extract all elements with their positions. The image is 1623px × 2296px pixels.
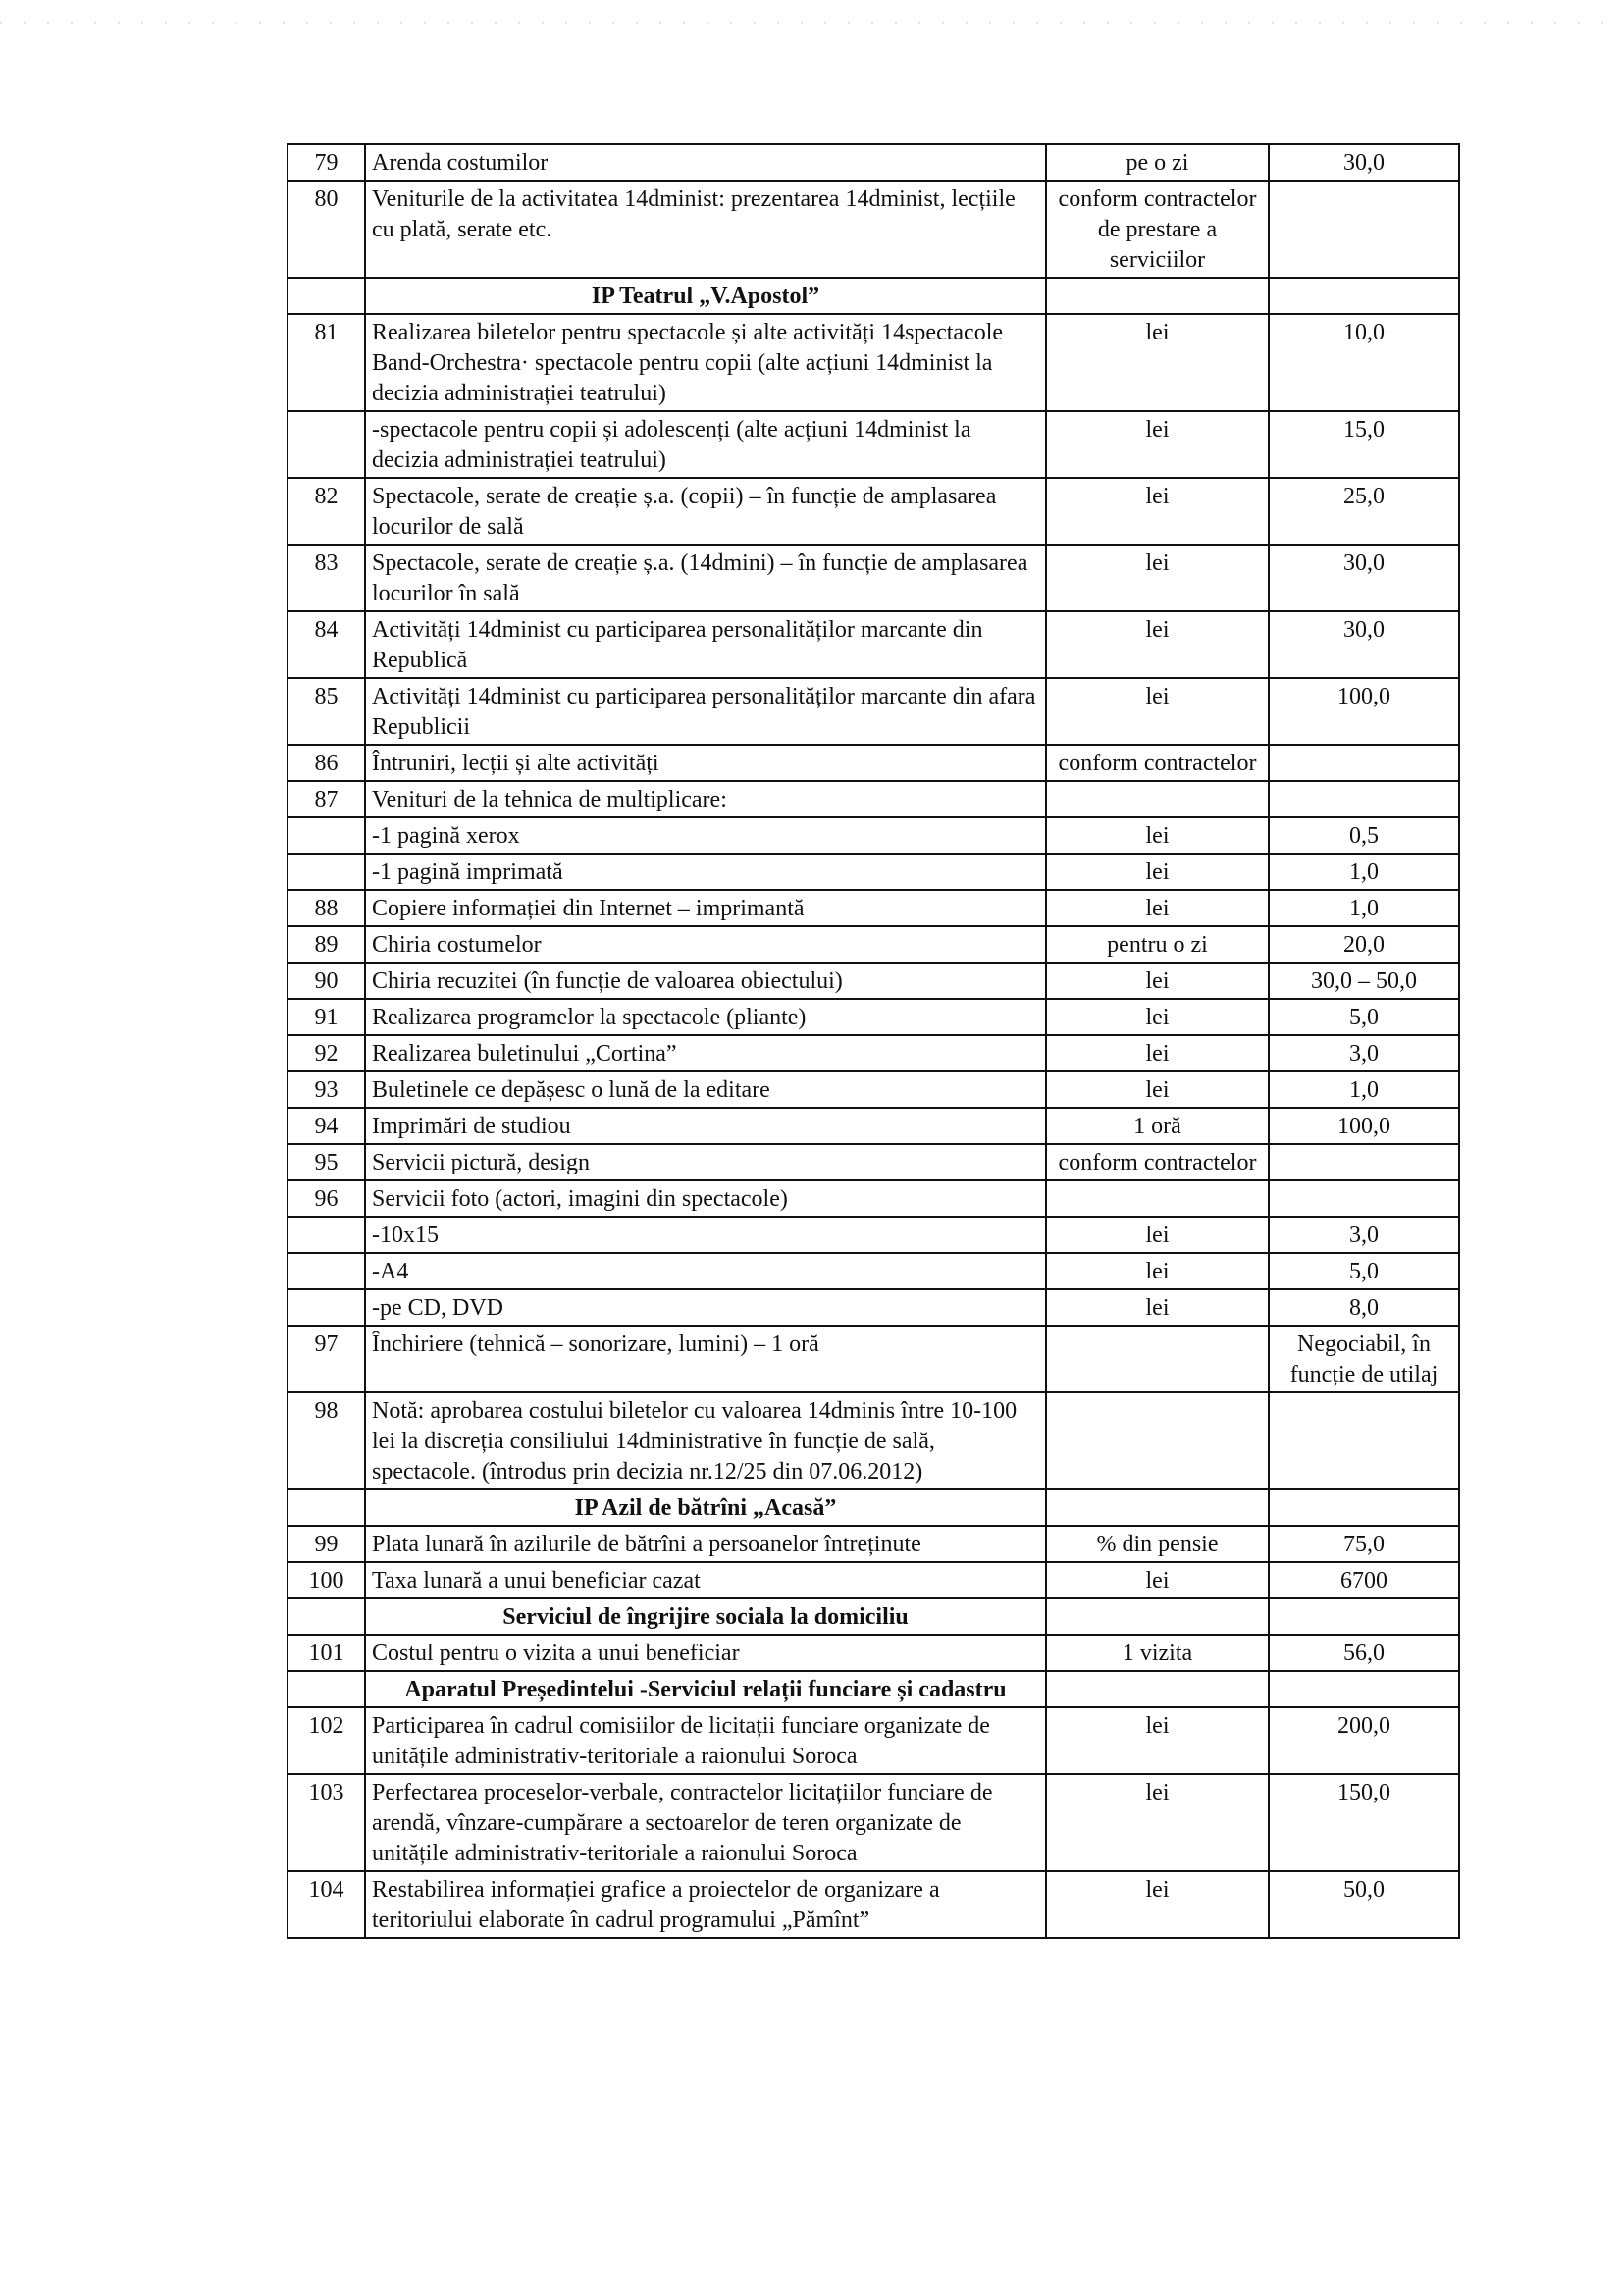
table-row <box>288 1071 1459 1108</box>
service-description: -1 pagină xerox <box>365 817 1046 854</box>
value-cell: 6700 <box>1269 1562 1459 1598</box>
row-number: 80 <box>288 181 365 278</box>
service-description: Întruniri, lecții și alte activități <box>365 745 1046 781</box>
service-description: Buletinele ce depășesc o lună de la editare <box>365 1071 1046 1108</box>
value-cell: 25,0 <box>1269 478 1459 545</box>
value-cell <box>1269 181 1459 278</box>
unit-cell: conform contractelor <box>1046 1144 1269 1180</box>
service-description: Venituri de la tehnica de multiplicare: <box>365 781 1046 817</box>
row-number: 88 <box>288 890 365 926</box>
value-cell: 200,0 <box>1269 1707 1459 1774</box>
table-row <box>288 926 1459 963</box>
table-row <box>288 999 1459 1035</box>
row-number <box>288 1289 365 1326</box>
unit-cell: lei <box>1046 1774 1269 1871</box>
table-row <box>288 817 1459 854</box>
row-number: 101 <box>288 1635 365 1671</box>
unit-cell: lei <box>1046 999 1269 1035</box>
table-row <box>288 1253 1459 1289</box>
unit-cell: lei <box>1046 1289 1269 1326</box>
table-row <box>288 478 1459 545</box>
section-title: Serviciul de îngrijire sociala la domiciliu <box>365 1598 1046 1635</box>
table-row <box>288 1180 1459 1217</box>
row-number <box>288 278 365 314</box>
table-row <box>288 1707 1459 1774</box>
unit-cell: conform contractelor <box>1046 745 1269 781</box>
row-number: 94 <box>288 1108 365 1144</box>
service-description: -pe CD, DVD <box>365 1289 1046 1326</box>
table-row <box>288 411 1459 478</box>
value-cell: 30,0 <box>1269 545 1459 611</box>
section-row <box>288 1671 1459 1707</box>
service-description: -spectacole pentru copii și adolescenți (alte acțiuni 14dminist la decizia administrației teatrului) <box>365 411 1046 478</box>
unit-cell: % din pensie <box>1046 1526 1269 1562</box>
service-description: Realizarea programelor la spectacole (pliante) <box>365 999 1046 1035</box>
table-row <box>288 545 1459 611</box>
table-row <box>288 1635 1459 1671</box>
value-cell: 5,0 <box>1269 999 1459 1035</box>
service-description: Copiere informației din Internet – imprimantă <box>365 890 1046 926</box>
service-description: Notă: aprobarea costului biletelor cu valoarea 14dminis între 10-100 lei la discreția consiliului 14dministrative în funcție de sală, spectacole. (întrodus prin decizia nr.12/25 din 07.06.2012) <box>365 1392 1046 1489</box>
service-description: Spectacole, serate de creație ș.a. (14dmini) – în funcție de amplasarea locurilor în sală <box>365 545 1046 611</box>
value-cell <box>1269 278 1459 314</box>
value-cell: 20,0 <box>1269 926 1459 963</box>
value-cell <box>1269 1671 1459 1707</box>
table-row <box>288 1326 1459 1392</box>
table-row <box>288 144 1459 181</box>
row-number: 82 <box>288 478 365 545</box>
row-number: 85 <box>288 678 365 745</box>
service-description: Realizarea buletinului „Cortina” <box>365 1035 1046 1071</box>
row-number: 84 <box>288 611 365 678</box>
service-description: Chiria costumelor <box>365 926 1046 963</box>
table-row <box>288 1871 1459 1938</box>
row-number: 86 <box>288 745 365 781</box>
service-description: Chiria recuzitei (în funcție de valoarea obiectului) <box>365 963 1046 999</box>
unit-cell: lei <box>1046 1871 1269 1938</box>
table-row <box>288 1108 1459 1144</box>
unit-cell: lei <box>1046 1562 1269 1598</box>
unit-cell: lei <box>1046 1253 1269 1289</box>
service-description: Imprimări de studiou <box>365 1108 1046 1144</box>
unit-cell <box>1046 1671 1269 1707</box>
fees-table-body <box>288 144 1459 1938</box>
service-description: Arenda costumilor <box>365 144 1046 181</box>
table-row <box>288 678 1459 745</box>
value-cell: 150,0 <box>1269 1774 1459 1871</box>
value-cell: 0,5 <box>1269 817 1459 854</box>
service-description: -1 pagină imprimată <box>365 854 1046 890</box>
service-description: Activități 14dminist cu participarea personalităților marcante din afara Republicii <box>365 678 1046 745</box>
section-title: IP Teatrul „V.Apostol” <box>365 278 1046 314</box>
value-cell <box>1269 781 1459 817</box>
value-cell: 15,0 <box>1269 411 1459 478</box>
unit-cell: 1 vizita <box>1046 1635 1269 1671</box>
unit-cell <box>1046 1180 1269 1217</box>
unit-cell: lei <box>1046 1707 1269 1774</box>
value-cell <box>1269 745 1459 781</box>
value-cell: 30,0 <box>1269 611 1459 678</box>
row-number: 100 <box>288 1562 365 1598</box>
row-number: 103 <box>288 1774 365 1871</box>
row-number: 89 <box>288 926 365 963</box>
value-cell: 100,0 <box>1269 1108 1459 1144</box>
row-number: 95 <box>288 1144 365 1180</box>
section-title: Aparatul Președintelui -Serviciul relații funciare și cadastru <box>365 1671 1046 1707</box>
table-row <box>288 1289 1459 1326</box>
scan-noise-line <box>0 22 1623 24</box>
table-row <box>288 1144 1459 1180</box>
table-row <box>288 890 1459 926</box>
service-description: Costul pentru o vizita a unui beneficiar <box>365 1635 1046 1671</box>
service-description: -10x15 <box>365 1217 1046 1253</box>
row-number <box>288 817 365 854</box>
unit-cell: lei <box>1046 854 1269 890</box>
row-number: 98 <box>288 1392 365 1489</box>
value-cell: 56,0 <box>1269 1635 1459 1671</box>
row-number: 104 <box>288 1871 365 1938</box>
table-row <box>288 854 1459 890</box>
service-description: Închiriere (tehnică – sonorizare, lumini) – 1 oră <box>365 1326 1046 1392</box>
unit-cell: 1 oră <box>1046 1108 1269 1144</box>
table-row <box>288 1562 1459 1598</box>
unit-cell <box>1046 1392 1269 1489</box>
service-description: Taxa lunară a unui beneficiar cazat <box>365 1562 1046 1598</box>
value-cell: 3,0 <box>1269 1035 1459 1071</box>
table-row <box>288 963 1459 999</box>
value-cell: 5,0 <box>1269 1253 1459 1289</box>
unit-cell: lei <box>1046 478 1269 545</box>
value-cell: 30,0 – 50,0 <box>1269 963 1459 999</box>
unit-cell <box>1046 781 1269 817</box>
unit-cell: lei <box>1046 678 1269 745</box>
unit-cell: conform contractelor de prestare a serviciilor <box>1046 181 1269 278</box>
row-number: 93 <box>288 1071 365 1108</box>
row-number: 90 <box>288 963 365 999</box>
unit-cell: lei <box>1046 545 1269 611</box>
value-cell: 50,0 <box>1269 1871 1459 1938</box>
unit-cell: lei <box>1046 611 1269 678</box>
table-row <box>288 181 1459 278</box>
unit-cell: lei <box>1046 314 1269 411</box>
value-cell: 75,0 <box>1269 1526 1459 1562</box>
table-row <box>288 1526 1459 1562</box>
row-number: 97 <box>288 1326 365 1392</box>
value-cell: Negociabil, în funcție de utilaj <box>1269 1326 1459 1392</box>
value-cell <box>1269 1598 1459 1635</box>
value-cell <box>1269 1392 1459 1489</box>
service-description: Servicii pictură, design <box>365 1144 1046 1180</box>
value-cell: 10,0 <box>1269 314 1459 411</box>
table-row <box>288 1392 1459 1489</box>
row-number <box>288 854 365 890</box>
table-row <box>288 1217 1459 1253</box>
row-number <box>288 1489 365 1526</box>
value-cell: 1,0 <box>1269 1071 1459 1108</box>
row-number <box>288 1671 365 1707</box>
service-description: Realizarea biletelor pentru spectacole și alte activități 14spectacole Band-Orchestra· spectacole pentru copii (alte acțiuni 14dminist la decizia administrației teatrului) <box>365 314 1046 411</box>
unit-cell: lei <box>1046 817 1269 854</box>
row-number: 102 <box>288 1707 365 1774</box>
table-row <box>288 611 1459 678</box>
table-row <box>288 781 1459 817</box>
fees-table <box>287 143 1460 1939</box>
row-number: 92 <box>288 1035 365 1071</box>
unit-cell: lei <box>1046 963 1269 999</box>
section-row <box>288 1598 1459 1635</box>
unit-cell <box>1046 1598 1269 1635</box>
service-description: Spectacole, serate de creație ș.a. (copii) – în funcție de amplasarea locurilor de sală <box>365 478 1046 545</box>
row-number <box>288 1217 365 1253</box>
row-number: 79 <box>288 144 365 181</box>
unit-cell: lei <box>1046 1035 1269 1071</box>
row-number: 81 <box>288 314 365 411</box>
service-description: Participarea în cadrul comisiilor de licitații funciare organizate de unitățile administrativ-teritoriale a raionului Soroca <box>365 1707 1046 1774</box>
service-description: Plata lunară în azilurile de bătrîni a persoanelor întreținute <box>365 1526 1046 1562</box>
row-number: 96 <box>288 1180 365 1217</box>
value-cell <box>1269 1489 1459 1526</box>
value-cell: 8,0 <box>1269 1289 1459 1326</box>
table-row <box>288 1774 1459 1871</box>
row-number: 91 <box>288 999 365 1035</box>
table-row <box>288 745 1459 781</box>
row-number: 83 <box>288 545 365 611</box>
unit-cell: lei <box>1046 1071 1269 1108</box>
value-cell: 1,0 <box>1269 890 1459 926</box>
value-cell <box>1269 1144 1459 1180</box>
value-cell: 100,0 <box>1269 678 1459 745</box>
section-row <box>288 278 1459 314</box>
service-description: Veniturile de la activitatea 14dminist: prezentarea 14dminist, lecțiile cu plată, serate etc. <box>365 181 1046 278</box>
table-row <box>288 1035 1459 1071</box>
unit-cell <box>1046 278 1269 314</box>
row-number <box>288 1598 365 1635</box>
unit-cell: lei <box>1046 1217 1269 1253</box>
section-title: IP Azil de bătrîni „Acasă” <box>365 1489 1046 1526</box>
row-number <box>288 411 365 478</box>
table-row <box>288 314 1459 411</box>
value-cell <box>1269 1180 1459 1217</box>
unit-cell: pe o zi <box>1046 144 1269 181</box>
unit-cell: lei <box>1046 411 1269 478</box>
unit-cell <box>1046 1489 1269 1526</box>
row-number: 99 <box>288 1526 365 1562</box>
row-number: 87 <box>288 781 365 817</box>
unit-cell: pentru o zi <box>1046 926 1269 963</box>
unit-cell <box>1046 1326 1269 1392</box>
service-description: Perfectarea proceselor-verbale, contractelor licitațiilor funciare de arendă, vînzare-cumpărare a sectoarelor de teren organizate de unitățile administrativ-teritoriale a raionului Soroca <box>365 1774 1046 1871</box>
service-description: Activități 14dminist cu participarea personalităților marcante din Republică <box>365 611 1046 678</box>
service-description: -A4 <box>365 1253 1046 1289</box>
value-cell: 30,0 <box>1269 144 1459 181</box>
service-description: Servicii foto (actori, imagini din spectacole) <box>365 1180 1046 1217</box>
service-description: Restabilirea informației grafice a proiectelor de organizare a teritoriului elaborate în cadrul programului „Pămînt” <box>365 1871 1046 1938</box>
value-cell: 3,0 <box>1269 1217 1459 1253</box>
unit-cell: lei <box>1046 890 1269 926</box>
row-number <box>288 1253 365 1289</box>
value-cell: 1,0 <box>1269 854 1459 890</box>
section-row <box>288 1489 1459 1526</box>
